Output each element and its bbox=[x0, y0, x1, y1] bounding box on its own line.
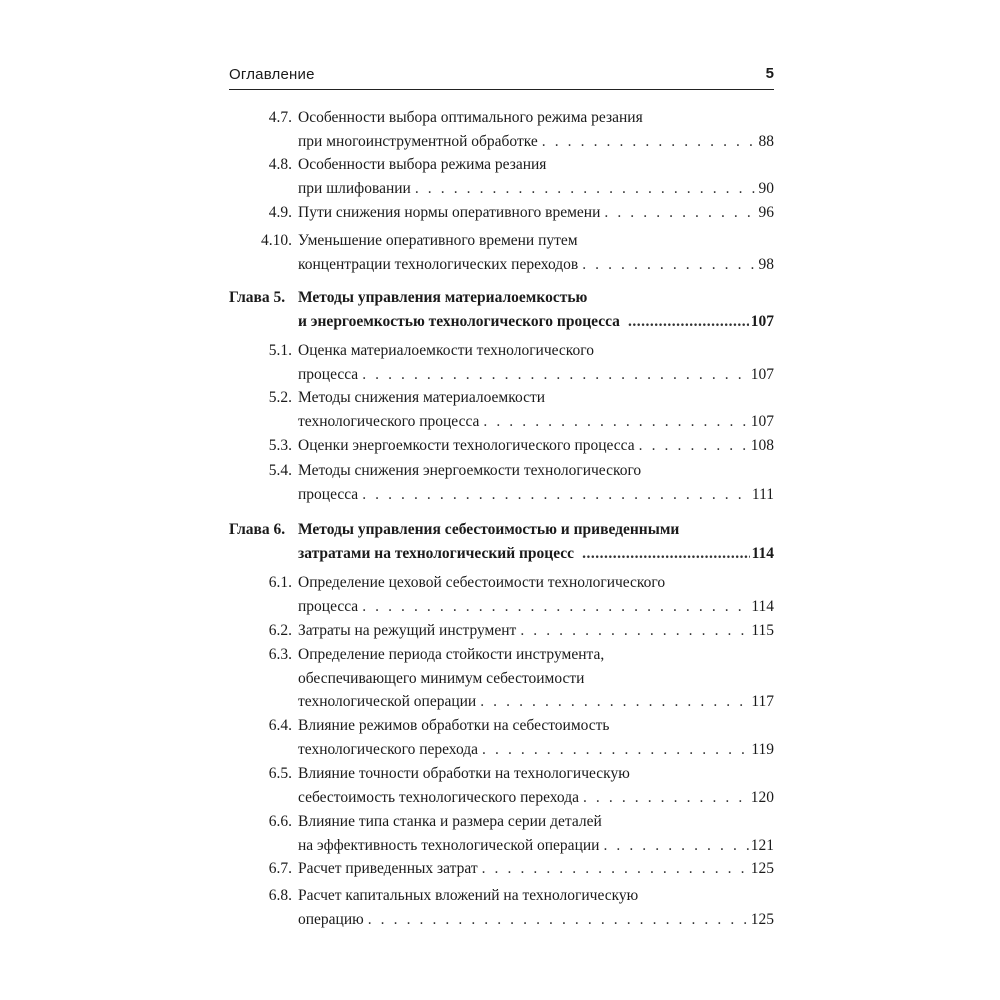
entry-number: 6.4. bbox=[268, 717, 292, 734]
entry-page: 90 bbox=[758, 179, 774, 197]
toc-entry[interactable] bbox=[229, 762, 774, 809]
dot-leader bbox=[582, 253, 756, 276]
toc-entry[interactable] bbox=[229, 643, 774, 713]
entry-number: 4.9. bbox=[268, 204, 292, 221]
toc-chapter[interactable] bbox=[229, 286, 774, 333]
entry-line: себестоимость технологического перехода bbox=[298, 788, 579, 806]
toc-entry[interactable] bbox=[229, 884, 774, 931]
entry-line: Методы управления материалоемкостью bbox=[298, 289, 588, 306]
dot-leader bbox=[483, 410, 748, 433]
entry-page: 125 bbox=[750, 860, 774, 877]
dot-leader bbox=[628, 310, 749, 333]
dot-leader bbox=[368, 908, 749, 931]
dot-leader bbox=[542, 130, 757, 153]
page-number: 5 bbox=[765, 65, 774, 82]
entry-line: концентрации технологических переходов bbox=[298, 255, 579, 273]
entry-line: Методы управления себестоимостью и приведенными bbox=[298, 521, 680, 538]
entry-line: процесса bbox=[298, 597, 359, 615]
toc-entry[interactable] bbox=[229, 434, 774, 458]
entry-number: 6.7. bbox=[268, 860, 292, 877]
toc-entry[interactable] bbox=[229, 386, 774, 433]
dot-leader bbox=[415, 177, 757, 200]
entry-page: 98 bbox=[758, 255, 774, 273]
entry-number: 6.2. bbox=[268, 622, 292, 639]
entry-line: процесса bbox=[298, 485, 359, 503]
entry-line: Оценка материалоемкости технологического bbox=[298, 342, 595, 359]
entry-line: при шлифовании bbox=[298, 179, 411, 197]
toc-chapter[interactable] bbox=[229, 518, 774, 565]
entry-page: 117 bbox=[751, 693, 774, 710]
entry-line: процесса bbox=[298, 365, 359, 383]
entry-page: 120 bbox=[750, 788, 774, 806]
dot-leader bbox=[362, 363, 749, 386]
entry-line: Оценки энергоемкости технологического процесса bbox=[298, 437, 635, 454]
dot-leader bbox=[362, 595, 749, 618]
dot-leader bbox=[604, 201, 756, 224]
dot-leader bbox=[482, 738, 749, 761]
entry-page: 121 bbox=[750, 836, 774, 854]
entry-line: Расчет приведенных затрат bbox=[298, 860, 478, 877]
chapter-number: Глава 6. bbox=[229, 521, 286, 538]
entry-page: 125 bbox=[750, 910, 774, 928]
toc-entry[interactable] bbox=[229, 459, 774, 506]
entry-number: 5.4. bbox=[268, 462, 292, 479]
entry-line: Особенности выбора оптимального режима резания bbox=[298, 109, 643, 126]
toc-entry[interactable] bbox=[229, 714, 774, 761]
dot-leader bbox=[480, 690, 749, 713]
entry-number: 6.1. bbox=[268, 574, 292, 591]
dot-leader bbox=[603, 834, 748, 857]
toc-entry[interactable] bbox=[229, 571, 774, 618]
entry-number: 6.8. bbox=[268, 887, 292, 904]
toc-entry[interactable] bbox=[229, 339, 774, 386]
entry-line: Методы снижения энергоемкости технологического bbox=[298, 462, 642, 479]
entry-number: 4.10. bbox=[261, 232, 292, 249]
entry-number: 5.3. bbox=[268, 437, 292, 454]
entry-line: при многоинструментной обработке bbox=[298, 132, 538, 150]
entry-line: Определение периода стойкости инструмента, bbox=[298, 646, 605, 663]
toc-entry[interactable] bbox=[229, 106, 774, 153]
entry-line: затратами на технологический процесс bbox=[298, 544, 575, 562]
entry-line: Влияние точности обработки на технологическую bbox=[298, 765, 630, 782]
dot-leader bbox=[520, 619, 749, 642]
toc-entry[interactable] bbox=[229, 229, 774, 276]
toc-entry[interactable] bbox=[229, 201, 774, 225]
toc-entry[interactable] bbox=[229, 153, 774, 200]
entry-line: Особенности выбора режима резания bbox=[298, 156, 547, 173]
entry-line: Методы снижения материалоемкости bbox=[298, 389, 546, 406]
entry-number: 6.5. bbox=[268, 765, 292, 782]
toc-entry[interactable] bbox=[229, 810, 774, 857]
entry-page: 119 bbox=[751, 740, 774, 758]
dot-leader bbox=[482, 857, 749, 880]
entry-line: Расчет капитальных вложений на технологическую bbox=[298, 887, 639, 904]
entry-line: операцию bbox=[298, 910, 364, 928]
entry-line: и энергоемкостью технологического процесса bbox=[298, 312, 620, 330]
entry-number: 4.7. bbox=[268, 109, 292, 126]
entry-page: 107 bbox=[750, 365, 774, 383]
entry-line: обеспечивающего минимум себестоимости bbox=[298, 669, 585, 687]
entry-line: технологического процесса bbox=[298, 412, 480, 430]
entry-number: 5.2. bbox=[268, 389, 292, 406]
entry-page: 111 bbox=[751, 485, 774, 503]
entry-page: 115 bbox=[751, 622, 774, 639]
entry-number: 4.8. bbox=[268, 156, 292, 173]
entry-page: 114 bbox=[751, 544, 774, 562]
entry-page: 114 bbox=[751, 597, 774, 615]
entry-line: технологического перехода bbox=[298, 740, 479, 758]
entry-line: Влияние режимов обработки на себестоимость bbox=[298, 717, 610, 734]
dot-leader bbox=[582, 542, 750, 565]
entry-page: 108 bbox=[750, 437, 774, 454]
entry-page: 88 bbox=[758, 132, 774, 150]
entry-page: 107 bbox=[750, 412, 774, 430]
entry-line: технологической операции bbox=[298, 693, 477, 710]
entry-line: Определение цеховой себестоимости технологического bbox=[298, 574, 666, 591]
toc-entry[interactable] bbox=[229, 857, 774, 881]
toc-entry[interactable] bbox=[229, 619, 774, 643]
dot-leader bbox=[583, 786, 749, 809]
entry-number: 6.6. bbox=[268, 813, 292, 830]
chapter-number: Глава 5. bbox=[229, 289, 286, 306]
entry-line: Пути снижения нормы оперативного времени bbox=[298, 204, 601, 221]
header-title: Оглавление bbox=[229, 66, 315, 83]
dot-leader bbox=[362, 483, 750, 506]
entry-page: 96 bbox=[758, 204, 774, 221]
entry-number: 6.3. bbox=[268, 646, 292, 663]
entry-page: 107 bbox=[750, 312, 774, 330]
entry-line: на эффективность технологической операции bbox=[298, 836, 600, 854]
entry-line: Затраты на режущий инструмент bbox=[298, 622, 517, 639]
entry-line: Влияние типа станка и размера серии деталей bbox=[298, 813, 602, 830]
dot-leader bbox=[639, 434, 749, 457]
entry-line: Уменьшение оперативного времени путем bbox=[298, 232, 578, 249]
entry-number: 5.1. bbox=[268, 342, 292, 359]
